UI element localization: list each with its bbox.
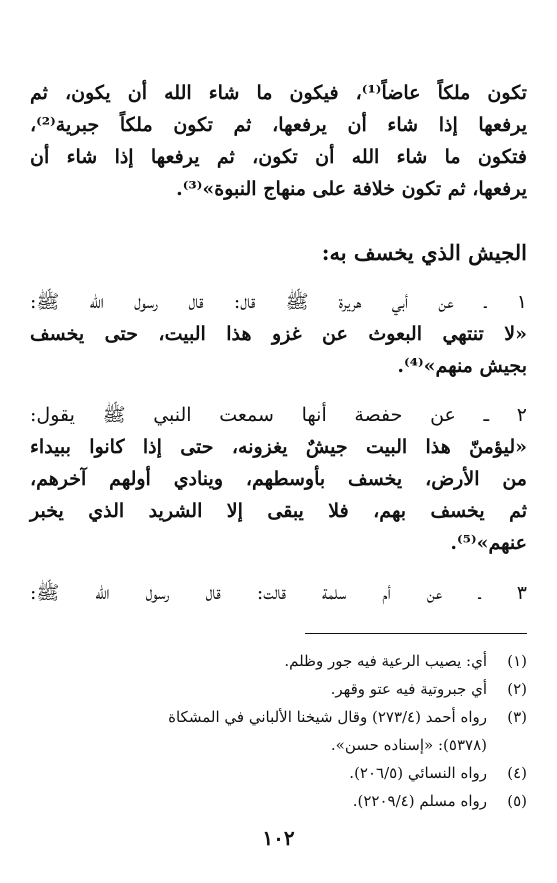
page-number: ١٠٢ [262, 826, 295, 850]
footnote-2 [30, 676, 527, 702]
text-line: «لا تنتهي البعوث عن غزو هذا البيت، حتى يخسف [30, 323, 527, 345]
text-line: ثم يخسف بهم، فلا يبقى إلا الشريد الذي يخبر [30, 500, 527, 522]
footnote-5 [30, 788, 527, 814]
footnote-number: (٢) [507, 680, 527, 698]
footnote-number: (٥) [507, 792, 527, 810]
section-heading: الجيش الذي يخسف به: [321, 240, 527, 265]
text-line: بجيش منهم»⁽⁴⁾. [397, 355, 527, 377]
footnote-number: (١) [507, 652, 527, 670]
footnote-text: أي جبروتية فيه عتو وقهر. [330, 680, 487, 698]
text-line: فتكون ما شاء الله أن تكون، ثم يرفعها إذا شاء أن [30, 146, 527, 168]
text-line: من الأرض، يخسف بأوسطهم، وينادي أولهم آخرهم، [30, 468, 527, 490]
text-line: عنهم»⁽⁵⁾. [450, 532, 527, 554]
text-line: يرفعها إذا شاء أن يرفعها، ثم تكون ملكاً جبرية⁽²⁾، [30, 114, 527, 136]
footnote-text: أي: يصيب الرعية فيه جور وظلم. [284, 652, 487, 670]
footnote-text: رواه مسلم (٢٢٠٩/٤). [352, 792, 487, 810]
hadith-intro: ٣ ـ عن أم سلمة قالت: قال رسول الله ﷺ: [30, 582, 527, 604]
text-line: تكون ملكاً عاضاً⁽¹⁾، فيكون ما شاء الله أن يكون، ثم [30, 82, 527, 104]
footnote-3-continued [30, 732, 487, 758]
footnote-number: (٣) [507, 708, 527, 726]
footnote-1 [30, 648, 527, 674]
text-line: يرفعها، ثم تكون خلافة على منهاج النبوة»⁽³⁾. [176, 178, 527, 200]
hadith-intro: ٢ ـ عن حفصة أنها سمعت النبي ﷺ يقول: [30, 404, 527, 426]
footnote-3 [30, 704, 527, 730]
footnote-text: (٥٣٧٨): «إسناده حسن». [330, 736, 487, 754]
footnote-4 [30, 760, 527, 786]
footnote-text: رواه أحمد (٢٧٣/٤) وقال شيخنا الألباني في المشكاة [168, 708, 487, 726]
footnote-text: رواه النسائي (٢٠٦/٥). [349, 764, 487, 782]
footnote-divider [305, 633, 527, 634]
footnote-number: (٤) [507, 764, 527, 782]
text-line: «ليؤمنّ هذا البيت جيشٌ يغزونه، حتى إذا كانوا ببيداء [30, 436, 527, 458]
hadith-intro: ١ ـ عن أبي هريرة ﷺ قال: قال رسول الله ﷺ: [30, 291, 527, 313]
